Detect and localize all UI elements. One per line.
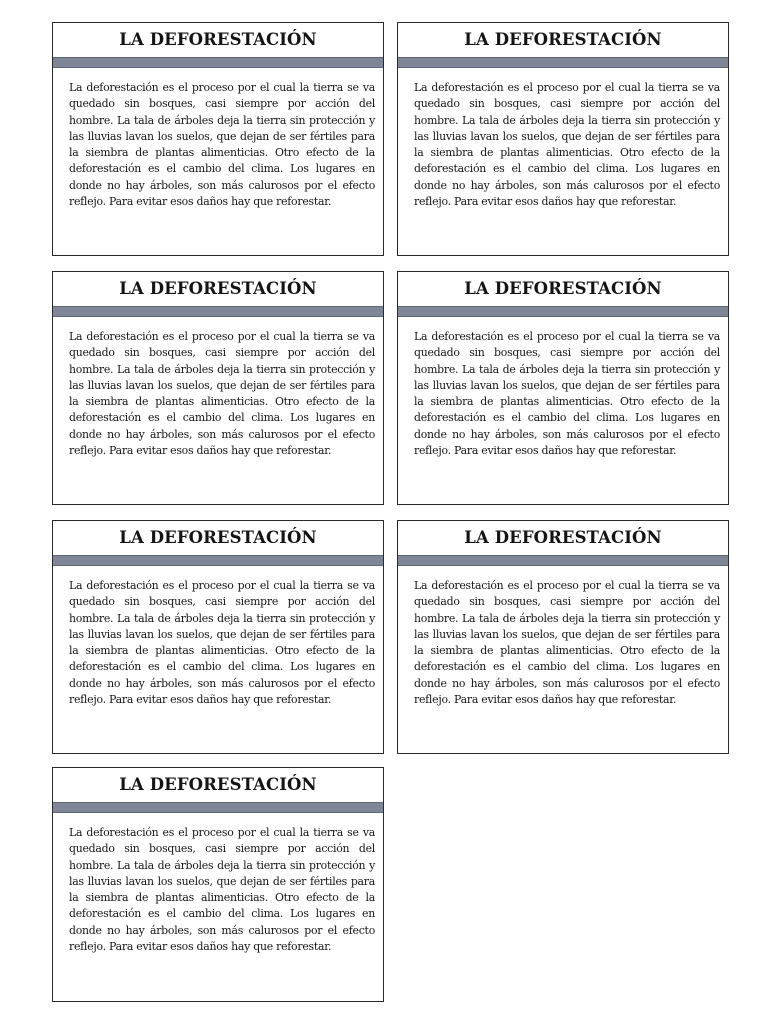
info-card (397, 22, 729, 256)
info-card (397, 520, 729, 754)
card-divider-bar (53, 555, 383, 566)
card-text: La deforestación es el proceso por el cual la tierra se va quedado sin bosques, casi siempre por acción del hombre. La tala de árboles deja la tierra sin protección y las lluvias lavan los suelos, que dejan de ser fértiles para la siembra de plantas alimenticias. Otro efecto de la deforestación es el cambio del clima. Los lugares en donde no hay árboles, son más calurosos por el efecto reflejo. Para evitar esos daños hay que reforestar. (414, 81, 720, 209)
card-divider-bar (53, 802, 383, 813)
info-card (52, 271, 384, 505)
card-text: La deforestación es el proceso por el cual la tierra se va quedado sin bosques, casi siempre por acción del hombre. La tala de árboles deja la tierra sin protección y las lluvias lavan los suelos, que dejan de ser fértiles para la siembra de plantas alimenticias. Otro efecto de la deforestación es el cambio del clima. Los lugares en donde no hay árboles, son más calurosos por el efecto reflejo. Para evitar esos daños hay que reforestar. (414, 579, 720, 707)
card-text: La deforestación es el proceso por el cual la tierra se va quedado sin bosques, casi siempre por acción del hombre. La tala de árboles deja la tierra sin protección y las lluvias lavan los suelos, que dejan de ser fértiles para la siembra de plantas alimenticias. Otro efecto de la deforestación es el cambio del clima. Los lugares en donde no hay árboles, son más calurosos por el efecto reflejo. Para evitar esos daños hay que reforestar. (69, 826, 375, 954)
info-card (52, 520, 384, 754)
card-divider-bar (53, 57, 383, 68)
card-title: LA DEFORESTACIÓN (464, 528, 662, 547)
card-title: LA DEFORESTACIÓN (119, 279, 317, 298)
card-title: LA DEFORESTACIÓN (119, 30, 317, 49)
card-title: LA DEFORESTACIÓN (119, 528, 317, 547)
info-card (52, 767, 384, 1002)
card-divider-bar (53, 306, 383, 317)
card-title: LA DEFORESTACIÓN (464, 279, 662, 298)
card-divider-bar (398, 57, 728, 68)
info-card (52, 22, 384, 256)
card-title: LA DEFORESTACIÓN (119, 775, 317, 794)
card-text: La deforestación es el proceso por el cual la tierra se va quedado sin bosques, casi siempre por acción del hombre. La tala de árboles deja la tierra sin protección y las lluvias lavan los suelos, que dejan de ser fértiles para la siembra de plantas alimenticias. Otro efecto de la deforestación es el cambio del clima. Los lugares en donde no hay árboles, son más calurosos por el efecto reflejo. Para evitar esos daños hay que reforestar. (69, 579, 375, 707)
card-divider-bar (398, 306, 728, 317)
card-divider-bar (398, 555, 728, 566)
card-text: La deforestación es el proceso por el cual la tierra se va quedado sin bosques, casi siempre por acción del hombre. La tala de árboles deja la tierra sin protección y las lluvias lavan los suelos, que dejan de ser fértiles para la siembra de plantas alimenticias. Otro efecto de la deforestación es el cambio del clima. Los lugares en donde no hay árboles, son más calurosos por el efecto reflejo. Para evitar esos daños hay que reforestar. (69, 330, 375, 458)
card-text: La deforestación es el proceso por el cual la tierra se va quedado sin bosques, casi siempre por acción del hombre. La tala de árboles deja la tierra sin protección y las lluvias lavan los suelos, que dejan de ser fértiles para la siembra de plantas alimenticias. Otro efecto de la deforestación es el cambio del clima. Los lugares en donde no hay árboles, son más calurosos por el efecto reflejo. Para evitar esos daños hay que reforestar. (414, 330, 720, 458)
info-card (397, 271, 729, 505)
card-title: LA DEFORESTACIÓN (464, 30, 662, 49)
card-text: La deforestación es el proceso por el cual la tierra se va quedado sin bosques, casi siempre por acción del hombre. La tala de árboles deja la tierra sin protección y las lluvias lavan los suelos, que dejan de ser fértiles para la siembra de plantas alimenticias. Otro efecto de la deforestación es el cambio del clima. Los lugares en donde no hay árboles, son más calurosos por el efecto reflejo. Para evitar esos daños hay que reforestar. (69, 81, 375, 209)
